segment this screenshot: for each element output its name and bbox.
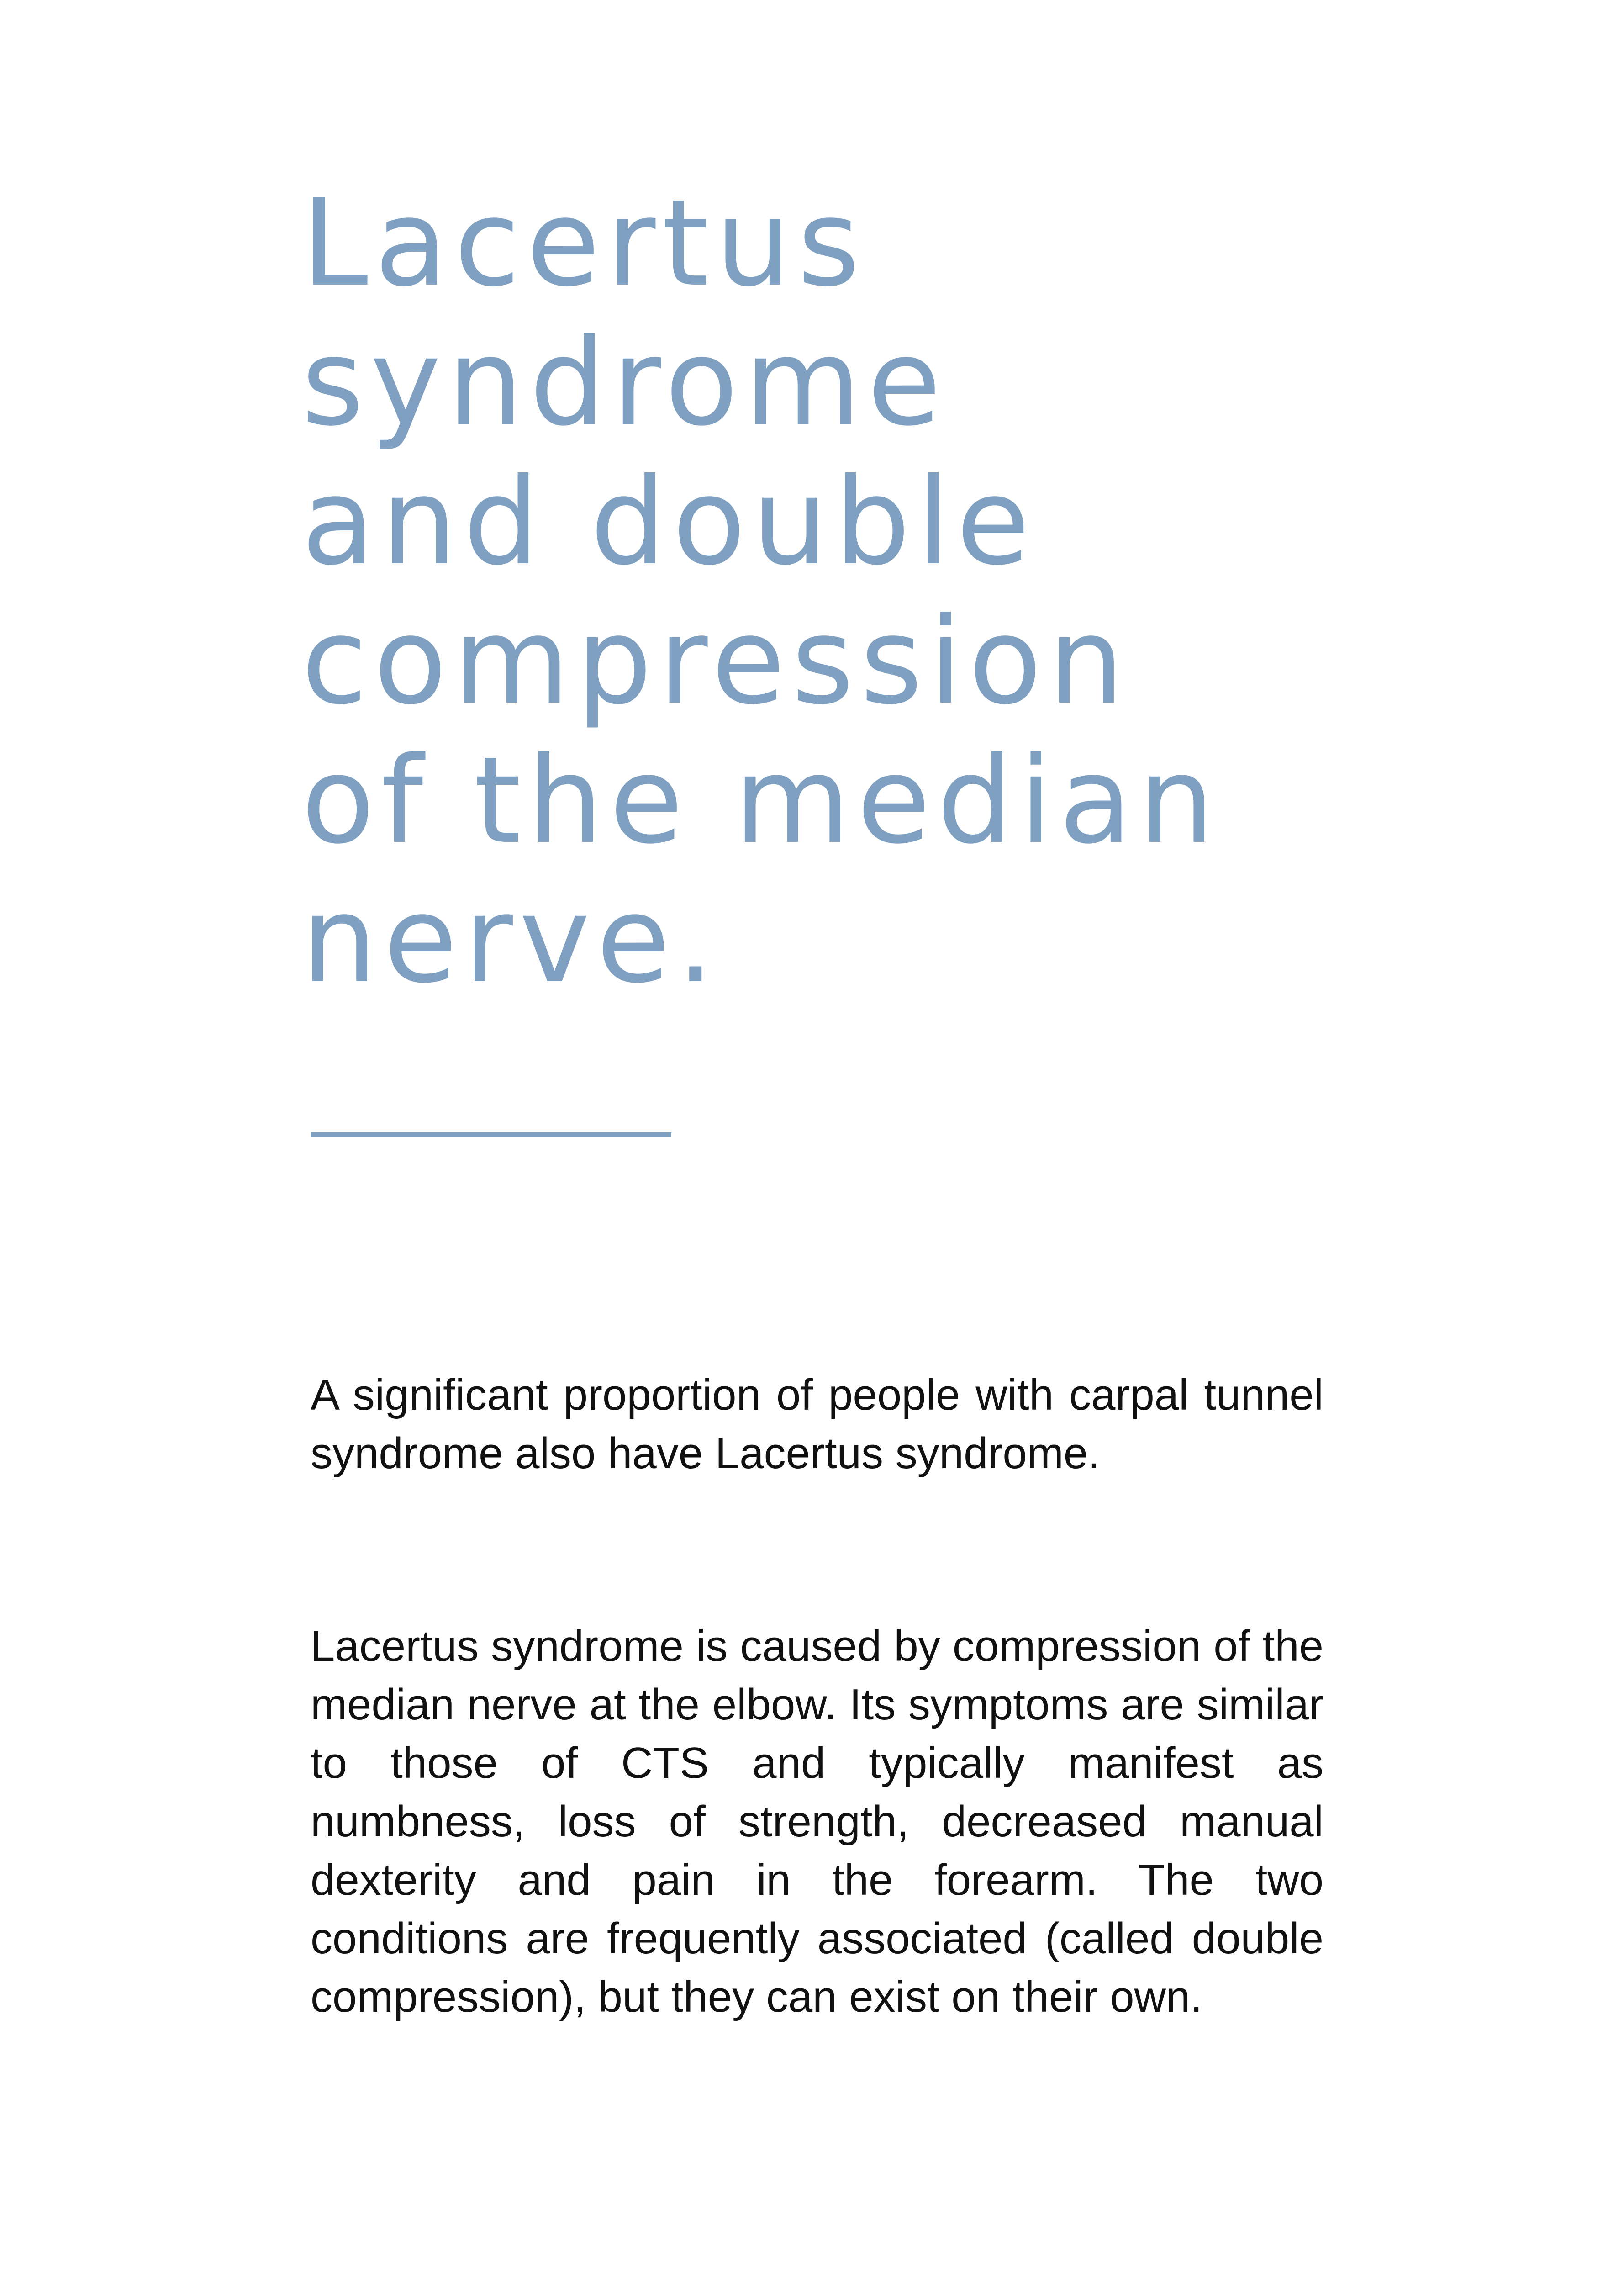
page-title	[301, 174, 1443, 1010]
title-line: syndrome	[301, 313, 948, 452]
title-line: nerve.	[301, 870, 721, 1010]
title-line: of the median	[301, 731, 1221, 870]
body-paragraph: Lacertus syndrome is caused by compression of the median nerve at the elbow. Its symptoms are similar to those of CTS and typically manifest as numbness, loss of strength, decreased manual dexterity and pain in the forearm. The two conditions are frequently associated (called double compression), but they can exist on their own.	[311, 1622, 1323, 2021]
title-line: Lacertus	[301, 174, 866, 313]
title-line: compression	[301, 592, 1131, 731]
intro-paragraph: A significant proportion of people with carpal tunnel syndrome also have Lacertus syndrome.	[311, 1370, 1323, 1478]
title-divider	[311, 1132, 671, 1137]
title-line: and double	[301, 452, 1037, 592]
